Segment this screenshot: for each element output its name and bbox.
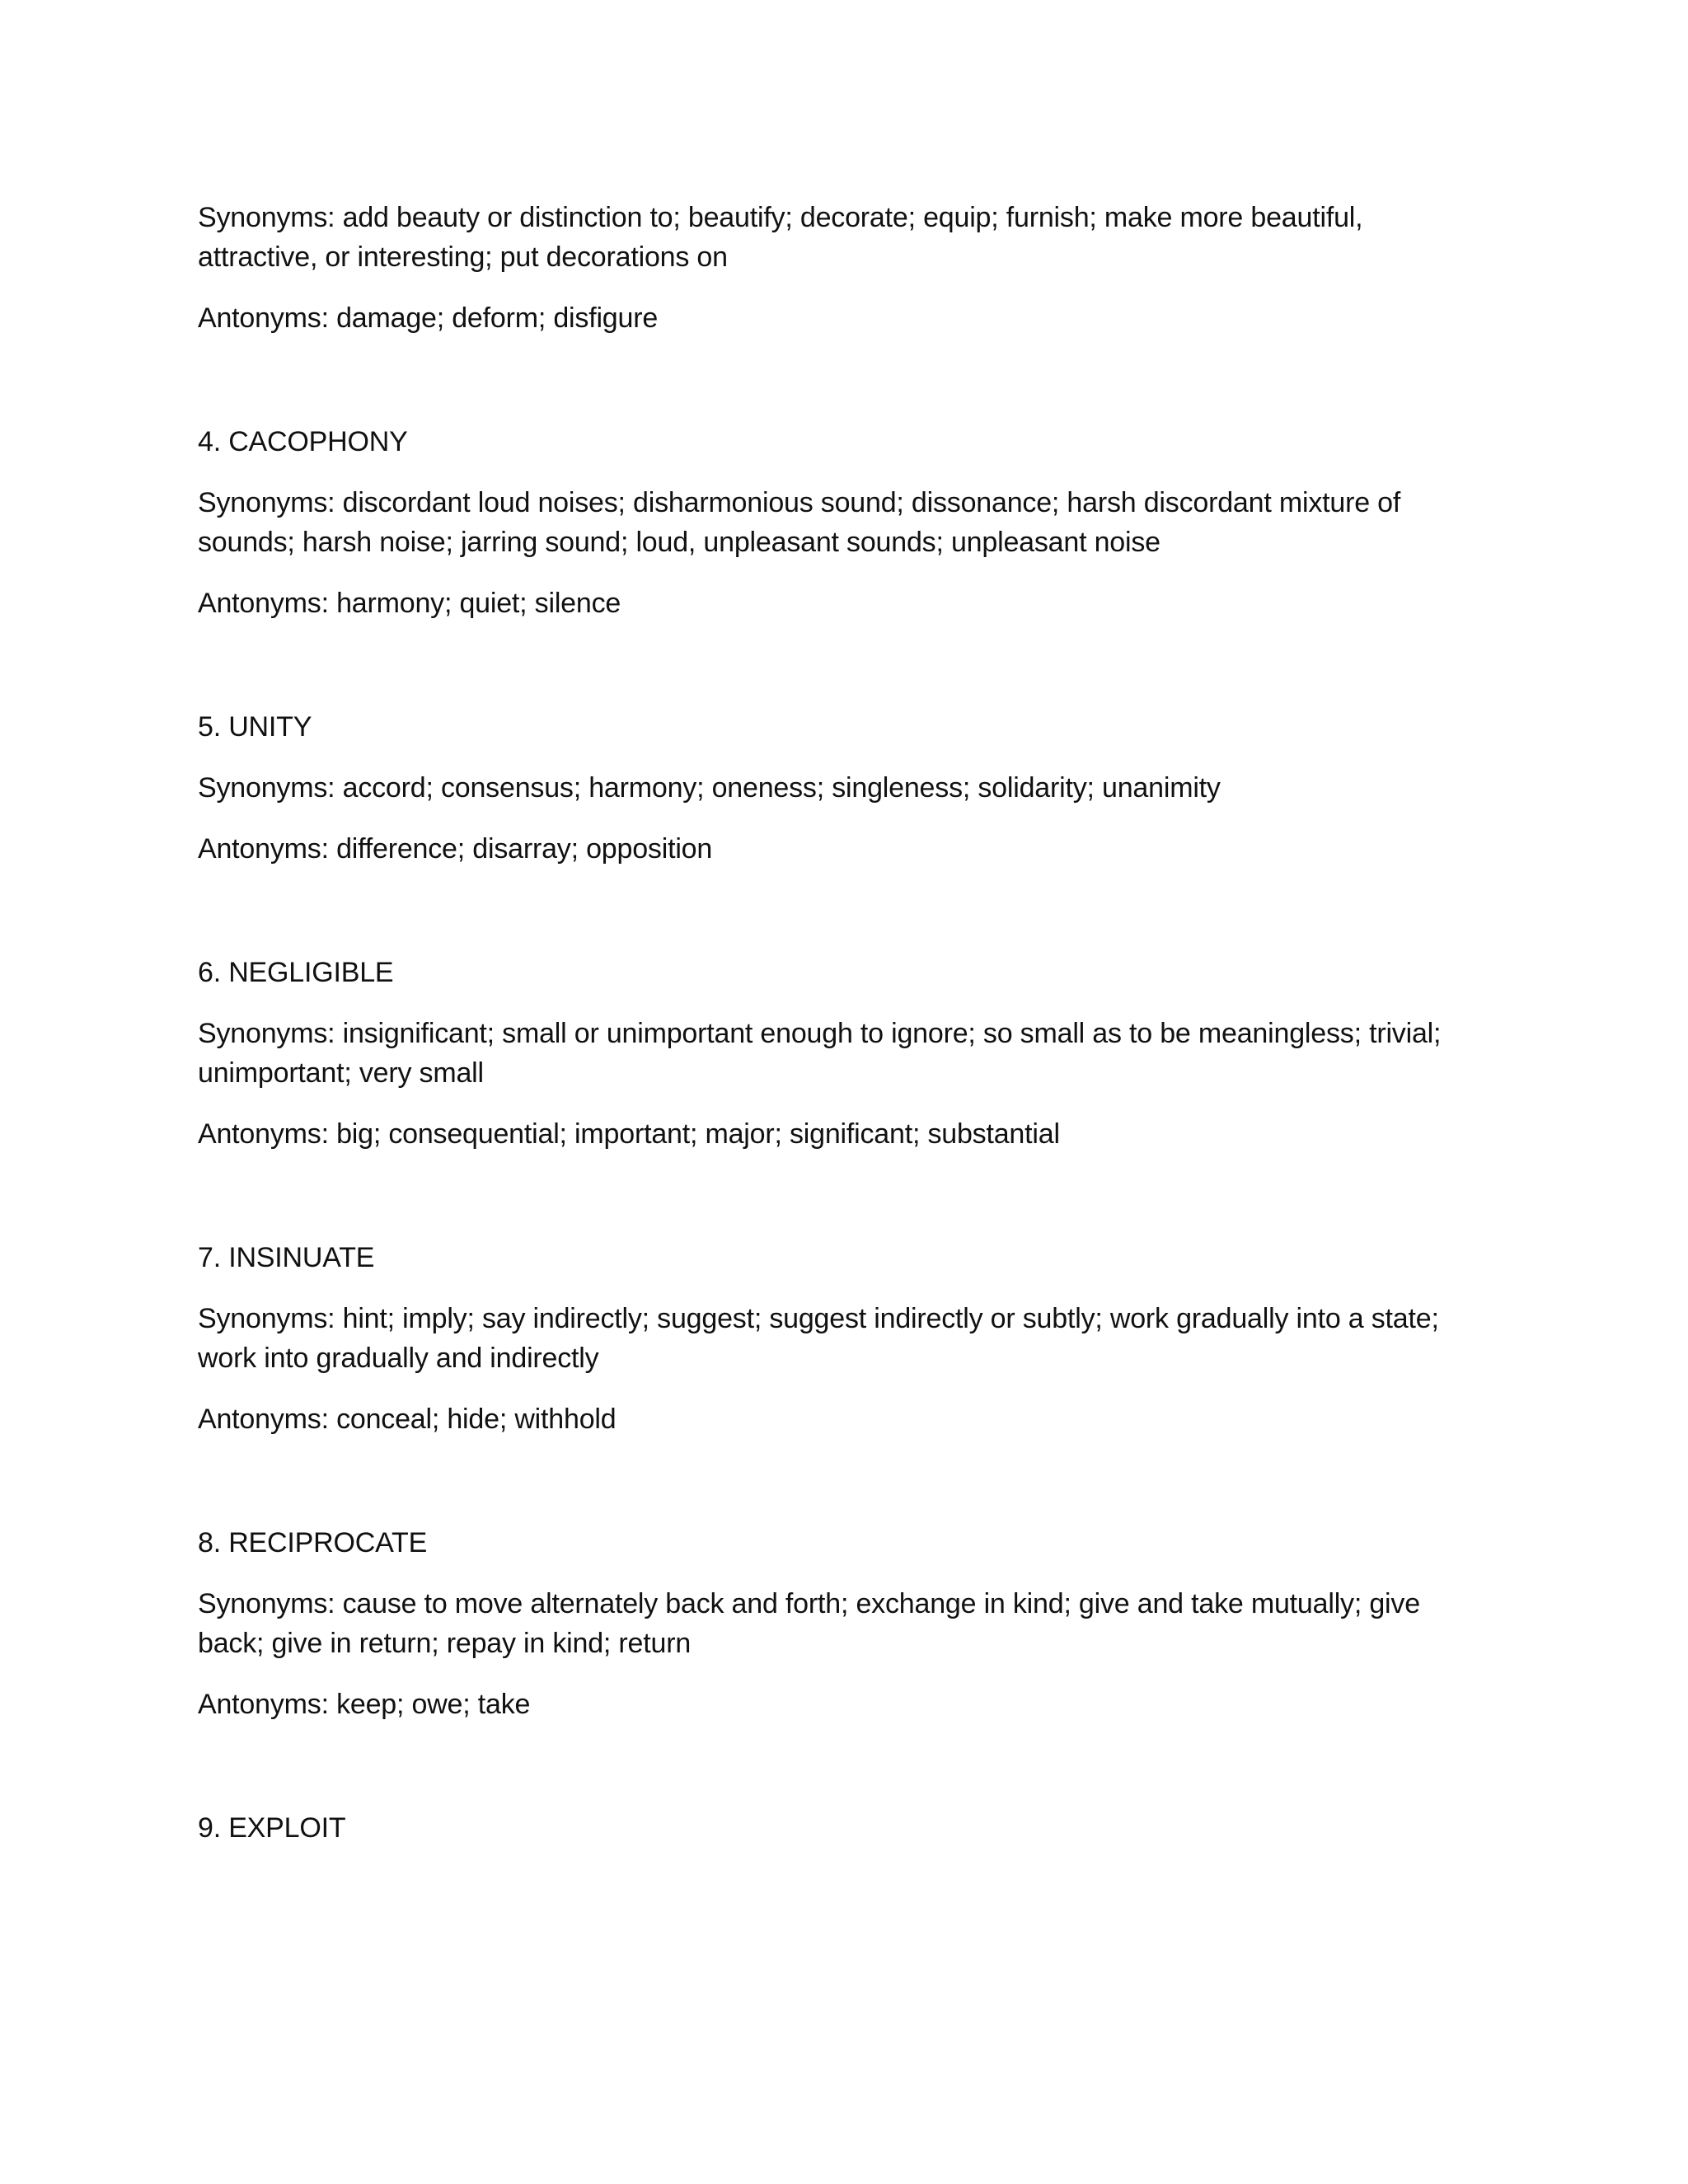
paragraph-gap	[198, 1093, 1479, 1114]
entry-synonyms-cacophony: Synonyms: discordant loud noises; disharmonious sound; dissonance; harsh discordant mixture of sounds; harsh noise; jarring sound; loud, unpleasant sounds; unpleasant noise	[198, 487, 1401, 558]
section-gap	[198, 1154, 1479, 1238]
paragraph-gap	[198, 1277, 1479, 1299]
entry-antonyms-cacophony: Antonyms: harmony; quiet; silence	[198, 588, 621, 619]
entry-heading-exploit: 9. EXPLOIT	[198, 1812, 346, 1844]
paragraph-gap	[198, 1663, 1479, 1685]
document-content	[198, 198, 1479, 1848]
entry-heading-insinuate: 7. INSINUATE	[198, 1242, 375, 1273]
entry-synonyms-reciprocate: Synonyms: cause to move alternately back and forth; exchange in kind; give and take mutually; give back; give in return; repay in kind; return	[198, 1588, 1420, 1659]
entry-heading-cacophony: 4. CACOPHONY	[198, 426, 408, 457]
entry-antonyms-insinuate: Antonyms: conceal; hide; withhold	[198, 1404, 617, 1435]
paragraph-gap	[198, 992, 1479, 1014]
paragraph-gap	[198, 1378, 1479, 1399]
paragraph-gap	[198, 277, 1479, 298]
section-gap	[198, 1724, 1479, 1808]
section-gap	[198, 338, 1479, 422]
entry-antonyms-reciprocate: Antonyms: keep; owe; take	[198, 1689, 531, 1720]
entry-synonyms-negligible: Synonyms: insignificant; small or unimportant enough to ignore; so small as to be meaningless; trivial; unimportant; very small	[198, 1018, 1442, 1089]
entry-heading-reciprocate: 8. RECIPROCATE	[198, 1527, 428, 1558]
entry-synonyms-unity: Synonyms: accord; consensus; harmony; oneness; singleness; solidarity; unanimity	[198, 772, 1221, 804]
paragraph-gap	[198, 808, 1479, 829]
section-gap	[198, 623, 1479, 707]
paragraph-gap	[198, 1563, 1479, 1584]
entry-antonyms-negligible: Antonyms: big; consequential; important; major; significant; substantial	[198, 1118, 1060, 1150]
section-gap	[198, 869, 1479, 953]
paragraph-gap	[198, 747, 1479, 768]
section-gap	[198, 1439, 1479, 1523]
entry-antonyms-unity: Antonyms: difference; disarray; opposition	[198, 833, 713, 865]
paragraph-gap	[198, 562, 1479, 583]
intro-synonyms: Synonyms: add beauty or distinction to; beautify; decorate; equip; furnish; make more beautiful, attractive, or interesting; put decorations on	[198, 202, 1363, 273]
paragraph-gap	[198, 462, 1479, 483]
entry-synonyms-insinuate: Synonyms: hint; imply; say indirectly; suggest; suggest indirectly or subtly; work gradually into a state; work into gradually and indirectly	[198, 1303, 1439, 1374]
entry-heading-negligible: 6. NEGLIGIBLE	[198, 957, 394, 988]
intro-antonyms: Antonyms: damage; deform; disfigure	[198, 302, 659, 334]
entry-heading-unity: 5. UNITY	[198, 711, 312, 743]
